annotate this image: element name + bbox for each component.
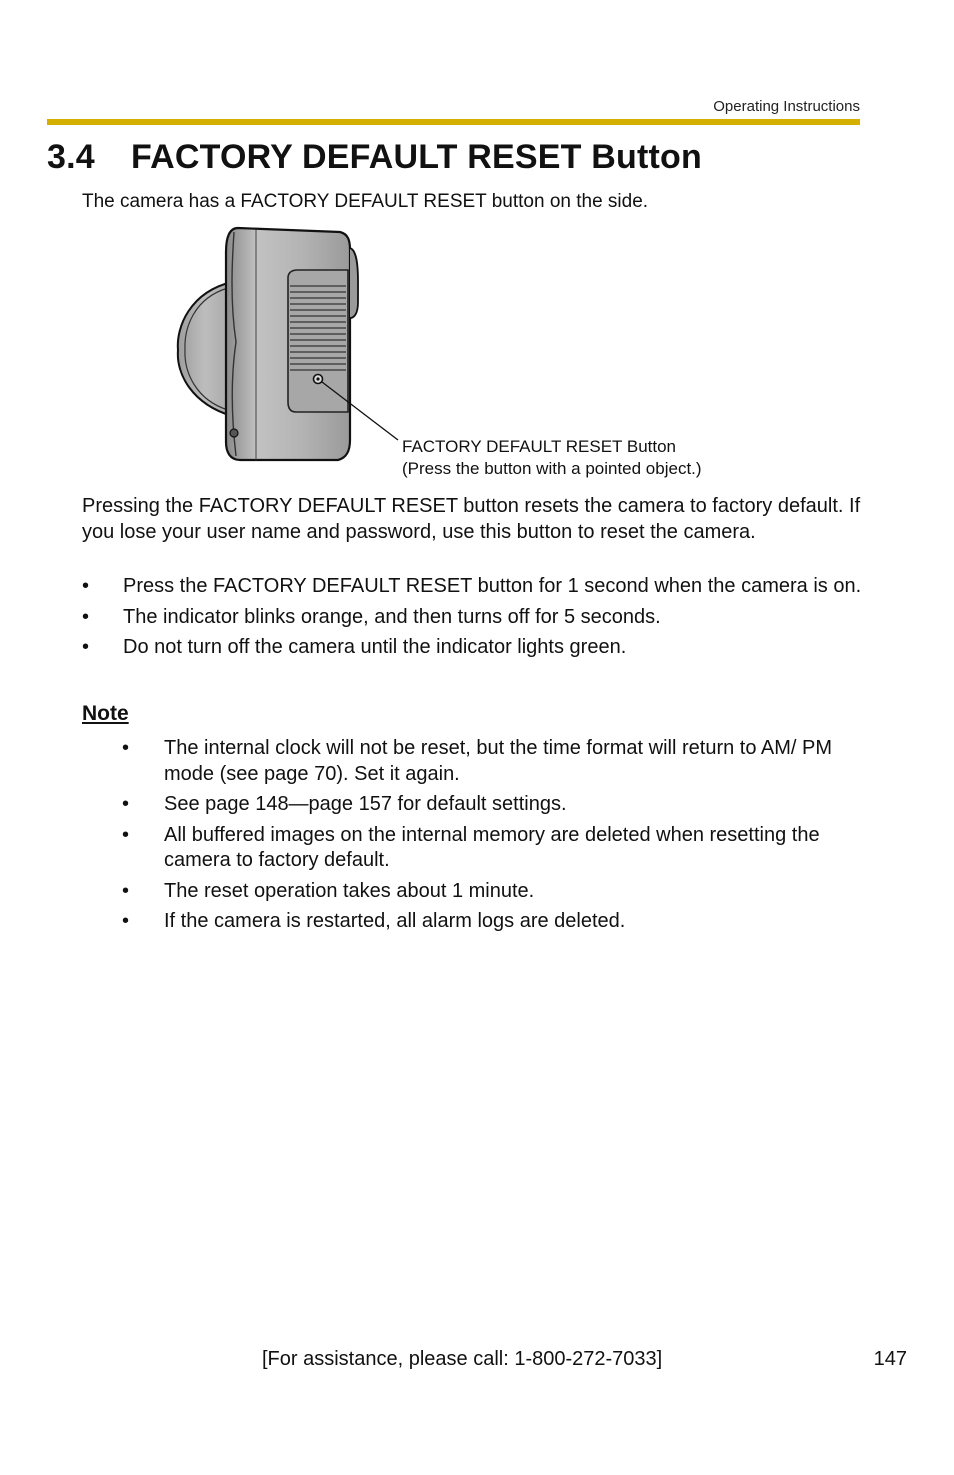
list-item: • If the camera is restarted, all alarm logs are deleted. — [122, 909, 872, 935]
main-bullet-list — [82, 574, 872, 666]
bullet-glyph: • — [122, 823, 130, 846]
camera-side-figure — [170, 222, 770, 484]
bullet-glyph: • — [122, 793, 130, 815]
list-item: • The internal clock will not be reset, but the time format will return to AM/ PM mode (see page 70). Set it again. — [122, 737, 833, 785]
list-item: • Press the FACTORY DEFAULT RESET button for 1 second when the camera is on. — [82, 574, 872, 600]
bullet-glyph: • — [82, 636, 90, 658]
section-number: 3.4 — [47, 138, 95, 176]
header-rule — [47, 119, 860, 125]
list-item: • See page 148—page 157 for default settings. — [122, 792, 872, 818]
section-title — [47, 138, 702, 177]
bullet-glyph: • — [122, 737, 130, 759]
side-panel — [288, 270, 348, 412]
intro-text: The camera has a FACTORY DEFAULT RESET button on the side. — [82, 191, 649, 212]
note-bullet-list — [122, 736, 872, 940]
footer-assistance: [For assistance, please call: 1-800-272-7033] — [262, 1348, 663, 1370]
list-item: • The reset operation takes about 1 minute. — [122, 879, 872, 905]
list-item: • Do not turn off the camera until the indicator lights green. — [82, 635, 872, 661]
bullet-glyph: • — [122, 910, 130, 932]
list-item: • The indicator blinks orange, and then turns off for 5 seconds. — [82, 605, 872, 631]
callout-label — [402, 436, 702, 480]
page-number: 147 — [873, 1348, 907, 1370]
callout-line-1: FACTORY DEFAULT RESET Button — [402, 437, 677, 456]
list-item: • All buffered images on the internal memory are deleted when resetting the camera to factory default. — [122, 823, 820, 871]
callout-line-2: (Press the button with a pointed object.) — [402, 459, 702, 478]
bullet-glyph: • — [82, 575, 90, 597]
bullet-glyph: • — [122, 879, 130, 902]
note-heading: Note — [82, 702, 129, 725]
indicator-led — [230, 429, 238, 437]
body-paragraph: Pressing the FACTORY DEFAULT RESET button resets the camera to factory default. If you lose your user name and password, use this button to reset the camera. — [82, 495, 861, 543]
camera-dome — [178, 282, 232, 416]
bullet-glyph: • — [82, 605, 90, 628]
running-header: Operating Instructions — [713, 98, 860, 115]
section-title-text: FACTORY DEFAULT RESET Button — [131, 138, 702, 176]
